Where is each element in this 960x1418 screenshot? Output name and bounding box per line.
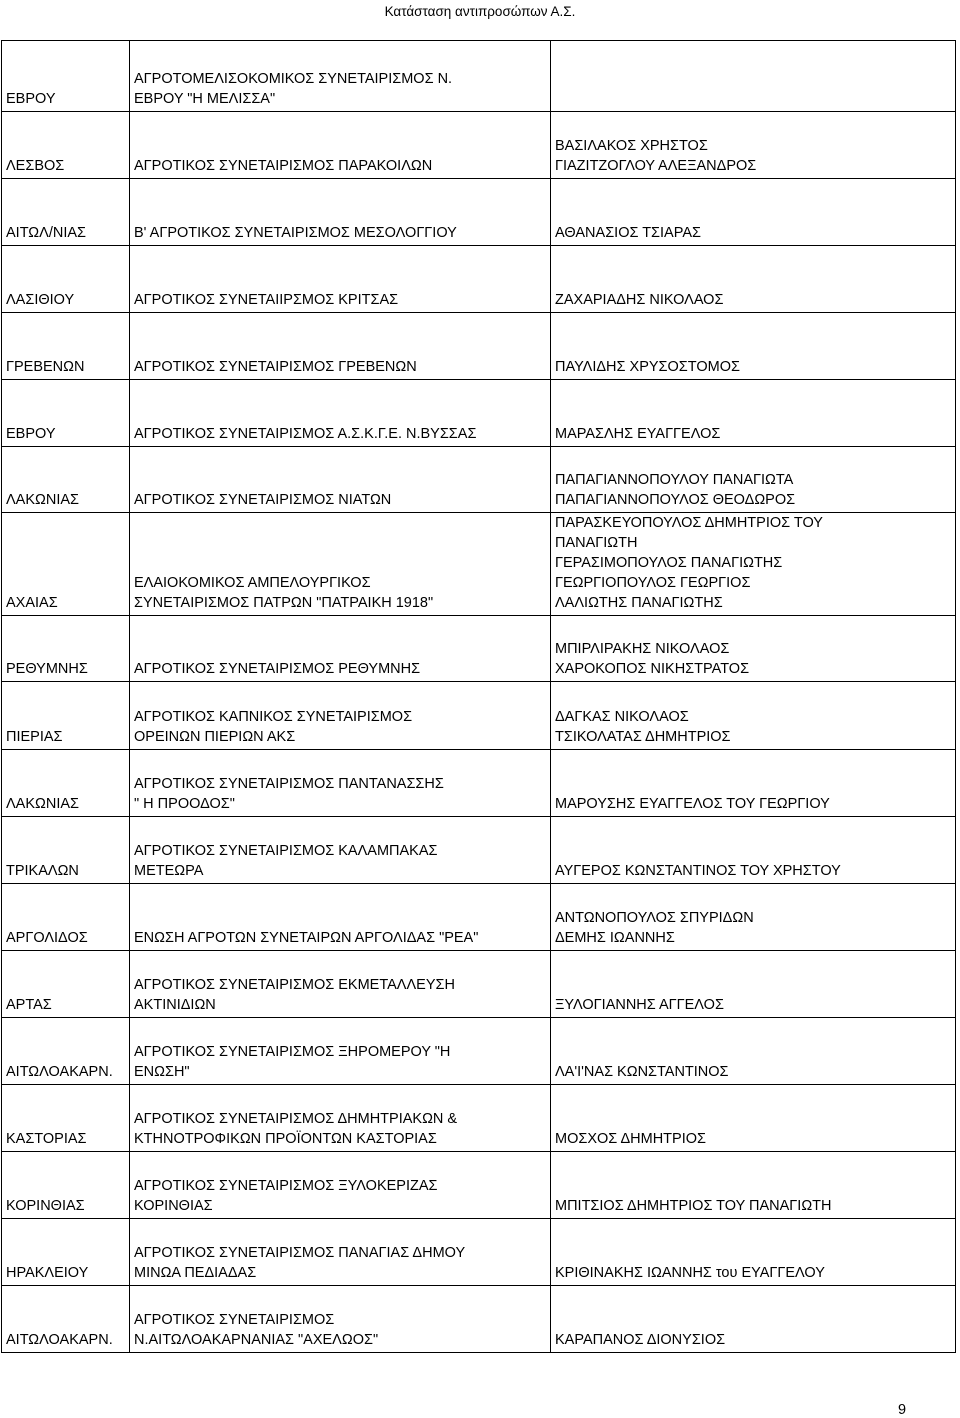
cooperative-line: " Η ΠΡΟΟΔΟΣ" bbox=[134, 796, 235, 812]
cooperative-line: ΚΤΗΝΟΤΡΟΦΙΚΩΝ ΠΡΟΪΟΝΤΩΝ ΚΑΣΤΟΡΙΑΣ bbox=[134, 1131, 437, 1147]
cooperative-cell bbox=[130, 1085, 551, 1152]
table-row bbox=[2, 884, 956, 951]
region-cell: ΛΕΣΒΟΣ bbox=[2, 112, 130, 179]
table-row bbox=[2, 750, 956, 817]
table-row bbox=[2, 951, 956, 1018]
cooperative-cell bbox=[130, 951, 551, 1018]
cooperative-line: ΑΓΡΟΤΙΚΟΣ ΣΥΝΕΤΑΙΡΙΣΜΟΣ ΠΑΝΤΑΝΑΣΣΗΣ bbox=[134, 776, 444, 792]
region-cell: ΑΡΤΑΣ bbox=[2, 951, 130, 1018]
cooperative-line: ΑΓΡΟΤΙΚΟΣ ΣΥΝΕΤΑΙΡΙΣΜΟΣ bbox=[134, 1312, 335, 1328]
cooperative-line: ΑΓΡΟΤΙΚΟΣ ΣΥΝΕΤΑΙΙΡΣΜΟΣ ΚΡΙΤΣΑΣ bbox=[134, 292, 399, 308]
representatives-cell bbox=[551, 682, 956, 750]
cooperative-line: ΑΓΡΟΤΙΚΟΣ ΣΥΝΕΤΑΙΡΙΣΜΟΣ ΠΑΝΑΓΙΑΣ ΔΗΜΟΥ bbox=[134, 1245, 466, 1261]
cooperative-cell bbox=[130, 380, 551, 447]
representative-name: ΓΕΡΑΣΙΜΟΠΟΥΛΟΣ ΠΑΝΑΓΙΩΤΗΣ bbox=[555, 555, 783, 571]
table-row bbox=[2, 112, 956, 179]
representative-name: ΓΙΑΖΙΤΖΟΓΛΟΥ ΑΛΕΞΑΝΔΡΟΣ bbox=[555, 158, 757, 174]
table-row bbox=[2, 179, 956, 246]
representatives-cell bbox=[551, 1219, 956, 1286]
representative-name: ΚΡΙΘΙΝΑΚΗΣ ΙΩΑΝΝΗΣ του ΕΥΑΓΓΕΛΟΥ bbox=[555, 1265, 825, 1281]
region-cell: ΛΑΚΩΝΙΑΣ bbox=[2, 447, 130, 513]
table-row bbox=[2, 313, 956, 380]
table-row bbox=[2, 616, 956, 682]
representative-name: ΜΑΡΟΥΣΗΣ ΕΥΑΓΓΕΛΟΣ ΤΟΥ ΓΕΩΡΓΙΟΥ bbox=[555, 796, 830, 812]
table-body bbox=[2, 41, 956, 1353]
region-cell: ΓΡΕΒΕΝΩΝ bbox=[2, 313, 130, 380]
representative-name: ΜΑΡΑΣΛΗΣ ΕΥΑΓΓΕΛΟΣ bbox=[555, 426, 721, 442]
cooperative-line: ΕΛΑΙΟΚΟΜΙΚΟΣ ΑΜΠΕΛΟΥΡΓΙΚΟΣ bbox=[134, 575, 371, 591]
representative-name: ΑΥΓΕΡΟΣ ΚΩΝΣΤΑΝΤΙΝΟΣ ΤΟΥ ΧΡΗΣΤΟΥ bbox=[555, 863, 841, 879]
cooperative-line: ΑΓΡΟΤΙΚΟΣ ΣΥΝΕΤΑΙΡΙΣΜΟΣ ΕΚΜΕΤΑΛΛΕΥΣΗ bbox=[134, 977, 455, 993]
representative-name: ΔΕΜΗΣ ΙΩΑΝΝΗΣ bbox=[555, 930, 675, 946]
representative-name: ΑΝΤΩΝΟΠΟΥΛΟΣ ΣΠΥΡΙΔΩΝ bbox=[555, 910, 754, 926]
region-cell: ΚΑΣΤΟΡΙΑΣ bbox=[2, 1085, 130, 1152]
cooperative-line: ΑΓΡΟΤΙΚΟΣ ΣΥΝΕΤΑΙΡΙΣΜΟΣ Α.Σ.Κ.Γ.Ε. Ν.ΒΥΣΣΑΣ bbox=[134, 426, 477, 442]
representative-name: ΤΣΙΚΟΛΑΤΑΣ ΔΗΜΗΤΡΙΟΣ bbox=[555, 729, 731, 745]
representative-name: ΚΑΡΑΠΑΝΟΣ ΔΙΟΝΥΣΙΟΣ bbox=[555, 1332, 726, 1348]
representatives-cell bbox=[551, 1152, 956, 1219]
region-cell: ΛΑΚΩΝΙΑΣ bbox=[2, 750, 130, 817]
representative-name: ΞΥΛΟΓΙΑΝΝΗΣ ΑΓΓΕΛΟΣ bbox=[555, 997, 724, 1013]
table-row bbox=[2, 1085, 956, 1152]
representatives-cell bbox=[551, 112, 956, 179]
representative-name: ΧΑΡΟΚΟΠΟΣ ΝΙΚΗΣΤΡΑΤΟΣ bbox=[555, 661, 750, 677]
region-cell: ΑΙΤΩΛ/ΝΙΑΣ bbox=[2, 179, 130, 246]
representatives-cell bbox=[551, 1286, 956, 1353]
cooperative-line: ΚΟΡΙΝΘΙΑΣ bbox=[134, 1198, 213, 1214]
cooperative-cell bbox=[130, 246, 551, 313]
representative-name: ΓΕΩΡΓΙΟΠΟΥΛΟΣ ΓΕΩΡΓΙΟΣ bbox=[555, 575, 751, 591]
region-cell: ΑΡΓΟΛΙΔΟΣ bbox=[2, 884, 130, 951]
region-cell: ΚΟΡΙΝΘΙΑΣ bbox=[2, 1152, 130, 1219]
cooperative-cell bbox=[130, 1152, 551, 1219]
table-row bbox=[2, 1219, 956, 1286]
cooperative-cell bbox=[130, 1018, 551, 1085]
region-cell: ΑΧΑΙΑΣ bbox=[2, 513, 130, 616]
table-row bbox=[2, 41, 956, 112]
cooperative-line: Β' ΑΓΡΟΤΙΚΟΣ ΣΥΝΕΤΑΙΡΙΣΜΟΣ ΜΕΣΟΛΟΓΓΙΟΥ bbox=[134, 225, 457, 241]
cooperative-line: ΑΓΡΟΤΙΚΟΣ ΣΥΝΕΤΑΙΡΙΣΜΟΣ ΞΥΛΟΚΕΡΙΖΑΣ bbox=[134, 1178, 438, 1194]
cooperative-cell bbox=[130, 513, 551, 616]
representatives-cell bbox=[551, 246, 956, 313]
region-cell: ΑΙΤΩΛΟΑΚΑΡΝ. bbox=[2, 1286, 130, 1353]
region-cell: ΑΙΤΩΛΟΑΚΑΡΝ. bbox=[2, 1018, 130, 1085]
region-cell: ΕΒΡΟΥ bbox=[2, 380, 130, 447]
representative-name: ΒΑΣΙΛΑΚΟΣ ΧΡΗΣΤΟΣ bbox=[555, 138, 708, 154]
cooperative-cell bbox=[130, 817, 551, 884]
table-row bbox=[2, 246, 956, 313]
representatives-cell bbox=[551, 750, 956, 817]
cooperative-cell bbox=[130, 616, 551, 682]
cooperative-cell bbox=[130, 1219, 551, 1286]
representative-name: ΜΟΣΧΟΣ ΔΗΜΗΤΡΙΟΣ bbox=[555, 1131, 706, 1147]
region-cell: ΤΡΙΚΑΛΩΝ bbox=[2, 817, 130, 884]
cooperative-cell bbox=[130, 1286, 551, 1353]
cooperative-cell bbox=[130, 750, 551, 817]
representative-name: ΠΑΡΑΣΚΕΥΟΠΟΥΛΟΣ ΔΗΜΗΤΡΙΟΣ ΤΟΥ bbox=[555, 515, 823, 531]
representative-name: ΜΠΙΤΣΙΟΣ ΔΗΜΗΤΡΙΟΣ ΤΟΥ ΠΑΝΑΓΙΩΤΗ bbox=[555, 1198, 832, 1214]
representative-name: ΠΑΠΑΓΙΑΝΝΟΠΟΥΛΟΥ ΠΑΝΑΓΙΩΤΑ bbox=[555, 472, 794, 488]
cooperative-line: ΜΕΤΕΩΡΑ bbox=[134, 863, 204, 879]
representatives-cell bbox=[551, 447, 956, 513]
cooperative-cell bbox=[130, 682, 551, 750]
cooperative-line: ΑΓΡΟΤΙΚΟΣ ΣΥΝΕΤΑΙΡΙΣΜΟΣ ΚΑΛΑΜΠΑΚΑΣ bbox=[134, 843, 438, 859]
region-cell: ΠΙΕΡΙΑΣ bbox=[2, 682, 130, 750]
representative-name: ΑΘΑΝΑΣΙΟΣ ΤΣΙΑΡΑΣ bbox=[555, 225, 701, 241]
region-cell: ΛΑΣΙΘΙΟΥ bbox=[2, 246, 130, 313]
representatives-cell bbox=[551, 41, 956, 112]
table-row bbox=[2, 1018, 956, 1085]
representative-name: ΛΑ'Ι'ΝΑΣ ΚΩΝΣΤΑΝΤΙΝΟΣ bbox=[555, 1064, 729, 1080]
region-cell: ΕΒΡΟΥ bbox=[2, 41, 130, 112]
representative-name: ΠΑΝΑΓΙΩΤΗ bbox=[555, 535, 638, 551]
cooperative-cell bbox=[130, 884, 551, 951]
representatives-cell bbox=[551, 179, 956, 246]
cooperative-line: ΑΓΡΟΤΙΚΟΣ ΣΥΝΕΤΑΙΡΙΣΜΟΣ ΡΕΘΥΜΝΗΣ bbox=[134, 661, 421, 677]
representatives-cell bbox=[551, 513, 956, 616]
cooperative-line: ΑΓΡΟΤΙΚΟΣ ΚΑΠΝΙΚΟΣ ΣΥΝΕΤΑΙΡΙΣΜΟΣ bbox=[134, 709, 413, 725]
representative-name: ΔΑΓΚΑΣ ΝΙΚΟΛΑΟΣ bbox=[555, 709, 689, 725]
representatives-table bbox=[1, 40, 956, 1353]
cooperative-cell bbox=[130, 112, 551, 179]
representative-name: ΠΑΠΑΓΙΑΝΝΟΠΟΥΛΟΣ ΘΕΟΔΩΡΟΣ bbox=[555, 492, 796, 508]
cooperative-line: ΣΥΝΕΤΑΙΡΙΣΜΟΣ ΠΑΤΡΩΝ "ΠΑΤΡΑΙΚΗ 1918" bbox=[134, 595, 434, 611]
table-row bbox=[2, 447, 956, 513]
table-row bbox=[2, 682, 956, 750]
cooperative-line: ΕΝΩΣΗ" bbox=[134, 1064, 190, 1080]
representatives-cell bbox=[551, 1085, 956, 1152]
page-number: 9 bbox=[898, 1402, 907, 1418]
representatives-cell bbox=[551, 951, 956, 1018]
representatives-cell bbox=[551, 380, 956, 447]
table-row bbox=[2, 513, 956, 616]
table-row bbox=[2, 380, 956, 447]
cooperative-line: ΜΙΝΩΑ ΠΕΔΙΑΔΑΣ bbox=[134, 1265, 257, 1281]
table-row bbox=[2, 817, 956, 884]
table-row bbox=[2, 1152, 956, 1219]
representatives-cell bbox=[551, 884, 956, 951]
cooperative-line: ΑΓΡΟΤΙΚΟΣ ΣΥΝΕΤΑΙΡΙΣΜΟΣ ΔΗΜΗΤΡΙΑΚΩΝ & bbox=[134, 1111, 458, 1127]
representatives-cell bbox=[551, 616, 956, 682]
cooperative-line: ΑΓΡΟΤΙΚΟΣ ΣΥΝΕΤΑΙΡΙΣΜΟΣ ΞΗΡΟΜΕΡΟΥ "Η bbox=[134, 1044, 451, 1060]
representatives-cell bbox=[551, 817, 956, 884]
cooperative-line: Ν.ΑΙΤΩΛΟΑΚΑΡΝΑΝΙΑΣ "ΑΧΕΛΩΟΣ" bbox=[134, 1332, 379, 1348]
cooperative-line: ΑΚΤΙΝΙΔΙΩΝ bbox=[134, 997, 216, 1013]
cooperative-cell bbox=[130, 313, 551, 380]
cooperative-line: ΕΒΡΟΥ "Η ΜΕΛΙΣΣΑ" bbox=[134, 91, 276, 107]
cooperative-line: ΑΓΡΟΤΙΚΟΣ ΣΥΝΕΤΑΙΡΙΣΜΟΣ ΠΑΡΑΚΟΙΛΩΝ bbox=[134, 158, 433, 174]
representatives-cell bbox=[551, 313, 956, 380]
cooperative-line: ΑΓΡΟΤΟΜΕΛΙΣΟΚΟΜΙΚΟΣ ΣΥΝΕΤΑΙΡΙΣΜΟΣ Ν. bbox=[134, 71, 453, 87]
cooperative-cell bbox=[130, 41, 551, 112]
cooperative-line: ΕΝΩΣΗ ΑΓΡΟΤΩΝ ΣΥΝΕΤΑΙΡΩΝ ΑΡΓΟΛΙΔΑΣ "ΡΕΑ" bbox=[134, 930, 479, 946]
cooperative-cell bbox=[130, 179, 551, 246]
table-row bbox=[2, 1286, 956, 1353]
cooperative-line: ΑΓΡΟΤΙΚΟΣ ΣΥΝΕΤΑΙΡΙΣΜΟΣ ΝΙΑΤΩΝ bbox=[134, 492, 392, 508]
page-title: Κατάσταση αντιπροσώπων Α.Σ. bbox=[384, 4, 576, 19]
representatives-cell bbox=[551, 1018, 956, 1085]
representative-name: ΠΑΥΛΙΔΗΣ ΧΡΥΣΟΣΤΟΜΟΣ bbox=[555, 359, 740, 375]
representative-name: ΖΑΧΑΡΙΑΔΗΣ ΝΙΚΟΛΑΟΣ bbox=[555, 292, 724, 308]
representative-name: ΛΑΛΙΩΤΗΣ ΠΑΝΑΓΙΩΤΗΣ bbox=[555, 595, 723, 611]
cooperative-line: ΑΓΡΟΤΙΚΟΣ ΣΥΝΕΤΑΙΡΙΣΜΟΣ ΓΡΕΒΕΝΩΝ bbox=[134, 359, 417, 375]
region-cell: ΗΡΑΚΛΕΙΟΥ bbox=[2, 1219, 130, 1286]
region-cell: ΡΕΘΥΜΝΗΣ bbox=[2, 616, 130, 682]
cooperative-line: ΟΡΕΙΝΩΝ ΠΙΕΡΙΩΝ ΑΚΣ bbox=[134, 729, 296, 745]
representative-name: ΜΠΙΡΛΙΡΑΚΗΣ ΝΙΚΟΛΑΟΣ bbox=[555, 641, 730, 657]
cooperative-cell bbox=[130, 447, 551, 513]
